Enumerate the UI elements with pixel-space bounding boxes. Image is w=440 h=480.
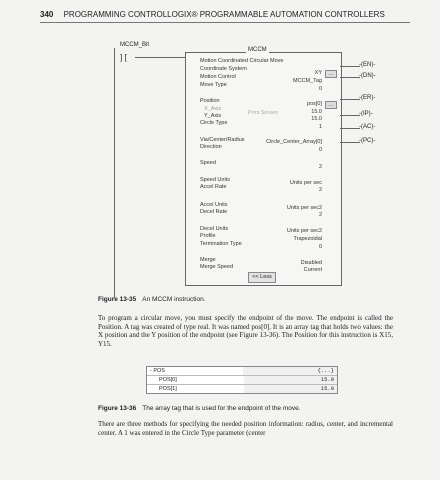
print-screen-popup: Print Screen — [248, 110, 279, 116]
coil-wire — [340, 115, 360, 116]
field-value: Units per sec2 — [286, 228, 322, 234]
field-label: Circle Type — [200, 120, 228, 126]
field-value: Disabled — [300, 260, 322, 266]
body-paragraph: There are three methods for specifying the needed position information: radius, center, and incremental center. A 1 was entered in the Circle Type parameter (center — [98, 420, 393, 437]
field-label: Profile — [200, 233, 216, 239]
field-value: 2 — [318, 212, 322, 218]
field-value: Units per sec — [289, 180, 322, 186]
figure-caption — [98, 296, 206, 303]
field-label: Via/Center/Radius — [200, 137, 245, 143]
coil-ip[interactable]: -(IP)- — [359, 111, 373, 117]
field-value: pos[0] — [307, 101, 322, 107]
browse-button[interactable]: ... — [325, 70, 337, 78]
figure-label: Figure 13-35 — [98, 296, 137, 303]
field-label: X_Axis — [204, 106, 222, 112]
field-value: Units per sec2 — [286, 205, 322, 211]
field-label: Position — [200, 98, 220, 104]
tag-name: - POS — [150, 368, 165, 374]
figure-caption-text: The array tag that is used for the endpoint of the move. — [142, 405, 301, 412]
field-label: Accel Rate — [200, 184, 227, 190]
tag-name: POS[0] — [159, 377, 177, 383]
coil-wire — [340, 77, 360, 78]
tag-name: POS[1] — [159, 386, 177, 392]
figure-caption — [98, 405, 301, 412]
bit-label: MCCM_Bit — [120, 42, 150, 48]
body-paragraph: To program a circular move, you must specify the endpoint of the move. The endpoint is called the Position. A tag was created of type real. It was named pos[0]. It is an array tag that holds two values: the X position and the Y position of the endpoint (see Figure 13-36). The Position for this instruction is X15, Y15. — [98, 314, 393, 348]
coil-ac[interactable]: -(AC)- — [359, 124, 376, 130]
tag-value[interactable]: 15.0 — [244, 376, 337, 384]
coil-wire — [340, 128, 360, 129]
field-value: 0 — [318, 147, 322, 153]
table-row[interactable] — [147, 385, 337, 393]
field-label: Accel Units — [200, 202, 228, 208]
less-button[interactable]: << Less — [248, 272, 276, 283]
field-label: Merge Speed — [200, 264, 234, 270]
figure-label: Figure 13-36 — [98, 405, 137, 412]
tag-value[interactable]: 15.0 — [244, 385, 337, 393]
field-label: Speed — [200, 160, 216, 166]
block-title: MCCM — [248, 47, 267, 53]
field-value: Current — [303, 267, 322, 273]
field-value: 2 — [318, 187, 322, 193]
field-value: 0 — [318, 86, 322, 92]
browse-button[interactable]: ... — [325, 101, 337, 109]
field-value: 15.0 — [311, 109, 322, 115]
field-label: Speed Units — [200, 177, 230, 183]
field-label: Motion Control — [200, 74, 236, 80]
contact-symbol[interactable]: ] [ — [120, 53, 127, 62]
field-value: Circle_Center_Array[0] — [266, 139, 322, 145]
rung-wire — [135, 57, 185, 58]
field-label: Move Type — [200, 82, 227, 88]
tag-table — [146, 366, 338, 394]
block-subtitle: Motion Coordinated Circular Move — [200, 58, 284, 64]
left-power-rail — [114, 48, 115, 298]
coil-wire — [340, 66, 360, 67]
field-value: 1 — [318, 124, 322, 130]
tag-value[interactable]: {...} — [243, 367, 337, 375]
field-label: Coordinate System — [200, 66, 247, 72]
chapter-title: PROGRAMMING CONTROLLOGIX® PROGRAMMABLE AUTOMATION CONTROLLERS — [63, 10, 385, 19]
field-label: Merge — [200, 257, 216, 263]
page-number: 340 — [40, 10, 54, 19]
field-label: Decel Rate — [200, 209, 228, 215]
coil-wire — [340, 142, 360, 143]
field-label: Decel Units — [200, 226, 229, 232]
field-label: Direction — [200, 144, 222, 150]
field-value: 0 — [318, 244, 322, 250]
field-value: 15.0 — [311, 116, 322, 122]
coil-en[interactable]: -(EN)- — [359, 62, 376, 68]
table-row[interactable] — [147, 376, 337, 385]
field-value: MCCM_Tag — [292, 78, 322, 84]
header-rule — [40, 22, 410, 23]
field-value: XY — [314, 70, 322, 76]
figure-caption-text: An MCCM instruction. — [142, 296, 206, 303]
field-value: 2 — [318, 164, 322, 170]
field-label: Y_Axis — [204, 113, 222, 119]
coil-pc[interactable]: -(PC)- — [359, 138, 376, 144]
table-row[interactable] — [147, 367, 337, 376]
field-value: Trapezoidal — [293, 236, 322, 242]
coil-dn[interactable]: -(DN)- — [359, 73, 376, 79]
field-label: Termination Type — [200, 241, 242, 247]
coil-er[interactable]: -(ER)- — [359, 95, 376, 101]
page-header — [40, 10, 430, 19]
coil-wire — [340, 99, 360, 100]
